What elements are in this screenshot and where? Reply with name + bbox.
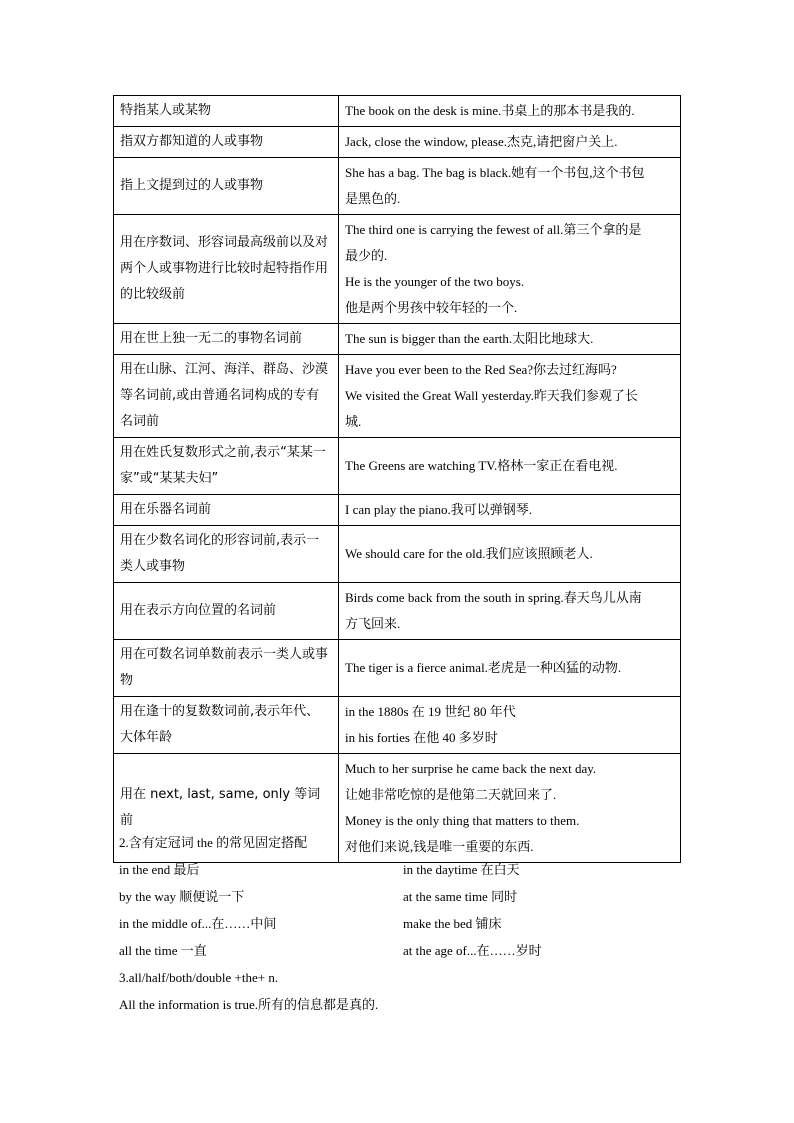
usage-cell: 用在山脉、江河、海洋、群岛、沙漠等名词前,或由普通名词构成的专有名词前: [114, 355, 339, 438]
usage-cell: 用在表示方向位置的名词前: [114, 583, 339, 640]
phrase-right: in the daytime 在白天: [403, 862, 520, 877]
table-row: [114, 526, 681, 583]
example-line: He is the younger of the two boys.: [345, 274, 525, 289]
example-line: We should care for the old.我们应该照顾老人.: [345, 546, 593, 561]
phrase-pair-row: [119, 937, 679, 964]
example-line: 最少的.: [345, 248, 388, 263]
example-cell: [339, 324, 681, 355]
phrase-pair-row: [119, 883, 679, 910]
phrase-pair-row: [119, 856, 679, 883]
phrase-right: make the bed 铺床: [403, 916, 502, 931]
usage-cell: 用在序数词、形容词最高级前以及对两个人或事物进行比较时起特指作用的比较级前: [114, 215, 339, 324]
example-cell: [339, 495, 681, 526]
example-cell: [339, 583, 681, 640]
example-cell: [339, 355, 681, 438]
usage-cell: 指上文提到过的人或事物: [114, 158, 339, 215]
example-line: Birds come back from the south in spring.春天鸟儿从南: [345, 590, 642, 605]
example-cell: [339, 640, 681, 697]
example-line: 他是两个男孩中较年轻的一个.: [345, 300, 518, 315]
example-line: Have you ever been to the Red Sea?你去过红海吗?: [345, 362, 617, 377]
example-line: 让她非常吃惊的是他第二天就回来了.: [345, 787, 557, 802]
example-line: The book on the desk is mine.书桌上的那本书是我的.: [345, 103, 635, 118]
usage-cell: 用在逢十的复数数词前,表示年代、大体年龄: [114, 697, 339, 754]
section-3-example: All the information is true.所有的信息都是真的.: [119, 997, 379, 1012]
phrase-right: at the age of...在……岁时: [403, 943, 542, 958]
example-line: 是黑色的.: [345, 191, 401, 206]
example-line: Money is the only thing that matters to them.: [345, 813, 580, 828]
table-body: [114, 96, 681, 863]
example-line: The third one is carrying the fewest of all.第三个拿的是: [345, 222, 642, 237]
example-cell: [339, 158, 681, 215]
table-row: [114, 640, 681, 697]
usage-cell: 用在世上独一无二的事物名词前: [114, 324, 339, 355]
table-row: [114, 324, 681, 355]
table-row: [114, 583, 681, 640]
example-line: 方飞回来.: [345, 616, 401, 631]
example-line: in his forties 在他 40 多岁时: [345, 730, 498, 745]
example-cell: [339, 127, 681, 158]
phrase-left: in the end 最后: [119, 862, 200, 877]
example-cell: [339, 526, 681, 583]
example-line: Jack, close the window, please.杰克,请把窗户关上.: [345, 134, 618, 149]
section-2-heading: 2.含有定冠词 the 的常见固定搭配: [119, 835, 308, 850]
phrase-left: all the time 一直: [119, 943, 207, 958]
example-line: The tiger is a fierce animal.老虎是一种凶猛的动物.: [345, 660, 622, 675]
table-row: [114, 495, 681, 526]
example-line: 城.: [345, 414, 362, 429]
example-line: I can play the piano.我可以弹钢琴.: [345, 502, 533, 517]
table-row: [114, 127, 681, 158]
phrase-left: in the middle of...在……中间: [119, 916, 277, 931]
table-row: [114, 355, 681, 438]
usage-cell: 用在可数名词单数前表示一类人或事物: [114, 640, 339, 697]
usage-cell: 用在姓氏复数形式之前,表示“某某一家”或“某某夫妇”: [114, 438, 339, 495]
article-usage-table: [113, 95, 681, 863]
table-row: [114, 697, 681, 754]
table-row: [114, 215, 681, 324]
example-line: in the 1880s 在 19 世纪 80 年代: [345, 704, 516, 719]
example-cell: [339, 96, 681, 127]
example-line: Much to her surprise he came back the next day.: [345, 761, 597, 776]
example-cell: [339, 215, 681, 324]
usage-cell: 用在少数名词化的形容词前,表示一类人或事物: [114, 526, 339, 583]
section-3-heading: 3.all/half/both/double +the+ n.: [119, 970, 279, 985]
table-row: [114, 438, 681, 495]
example-line: 对他们来说,钱是唯一重要的东西.: [345, 839, 534, 854]
table-row: [114, 96, 681, 127]
phrase-pair-row: [119, 910, 679, 937]
usage-cell: 用在乐器名词前: [114, 495, 339, 526]
table-row: [114, 158, 681, 215]
example-cell: [339, 697, 681, 754]
example-line: The Greens are watching TV.格林一家正在看电视.: [345, 458, 618, 473]
example-cell: [339, 438, 681, 495]
example-line: She has a bag. The bag is black.她有一个书包,这个书包: [345, 165, 645, 180]
usage-cell: 指双方都知道的人或事物: [114, 127, 339, 158]
fixed-phrases-section: [119, 829, 679, 1018]
phrase-right: at the same time 同时: [403, 889, 518, 904]
usage-cell: 特指某人或某物: [114, 96, 339, 127]
example-line: We visited the Great Wall yesterday.昨天我们参观了长: [345, 388, 638, 403]
example-line: The sun is bigger than the earth.太阳比地球大.: [345, 331, 594, 346]
usage-cell: 用在 next, last, same, only 等词前: [114, 754, 339, 863]
phrase-left: by the way 顺便说一下: [119, 889, 245, 904]
